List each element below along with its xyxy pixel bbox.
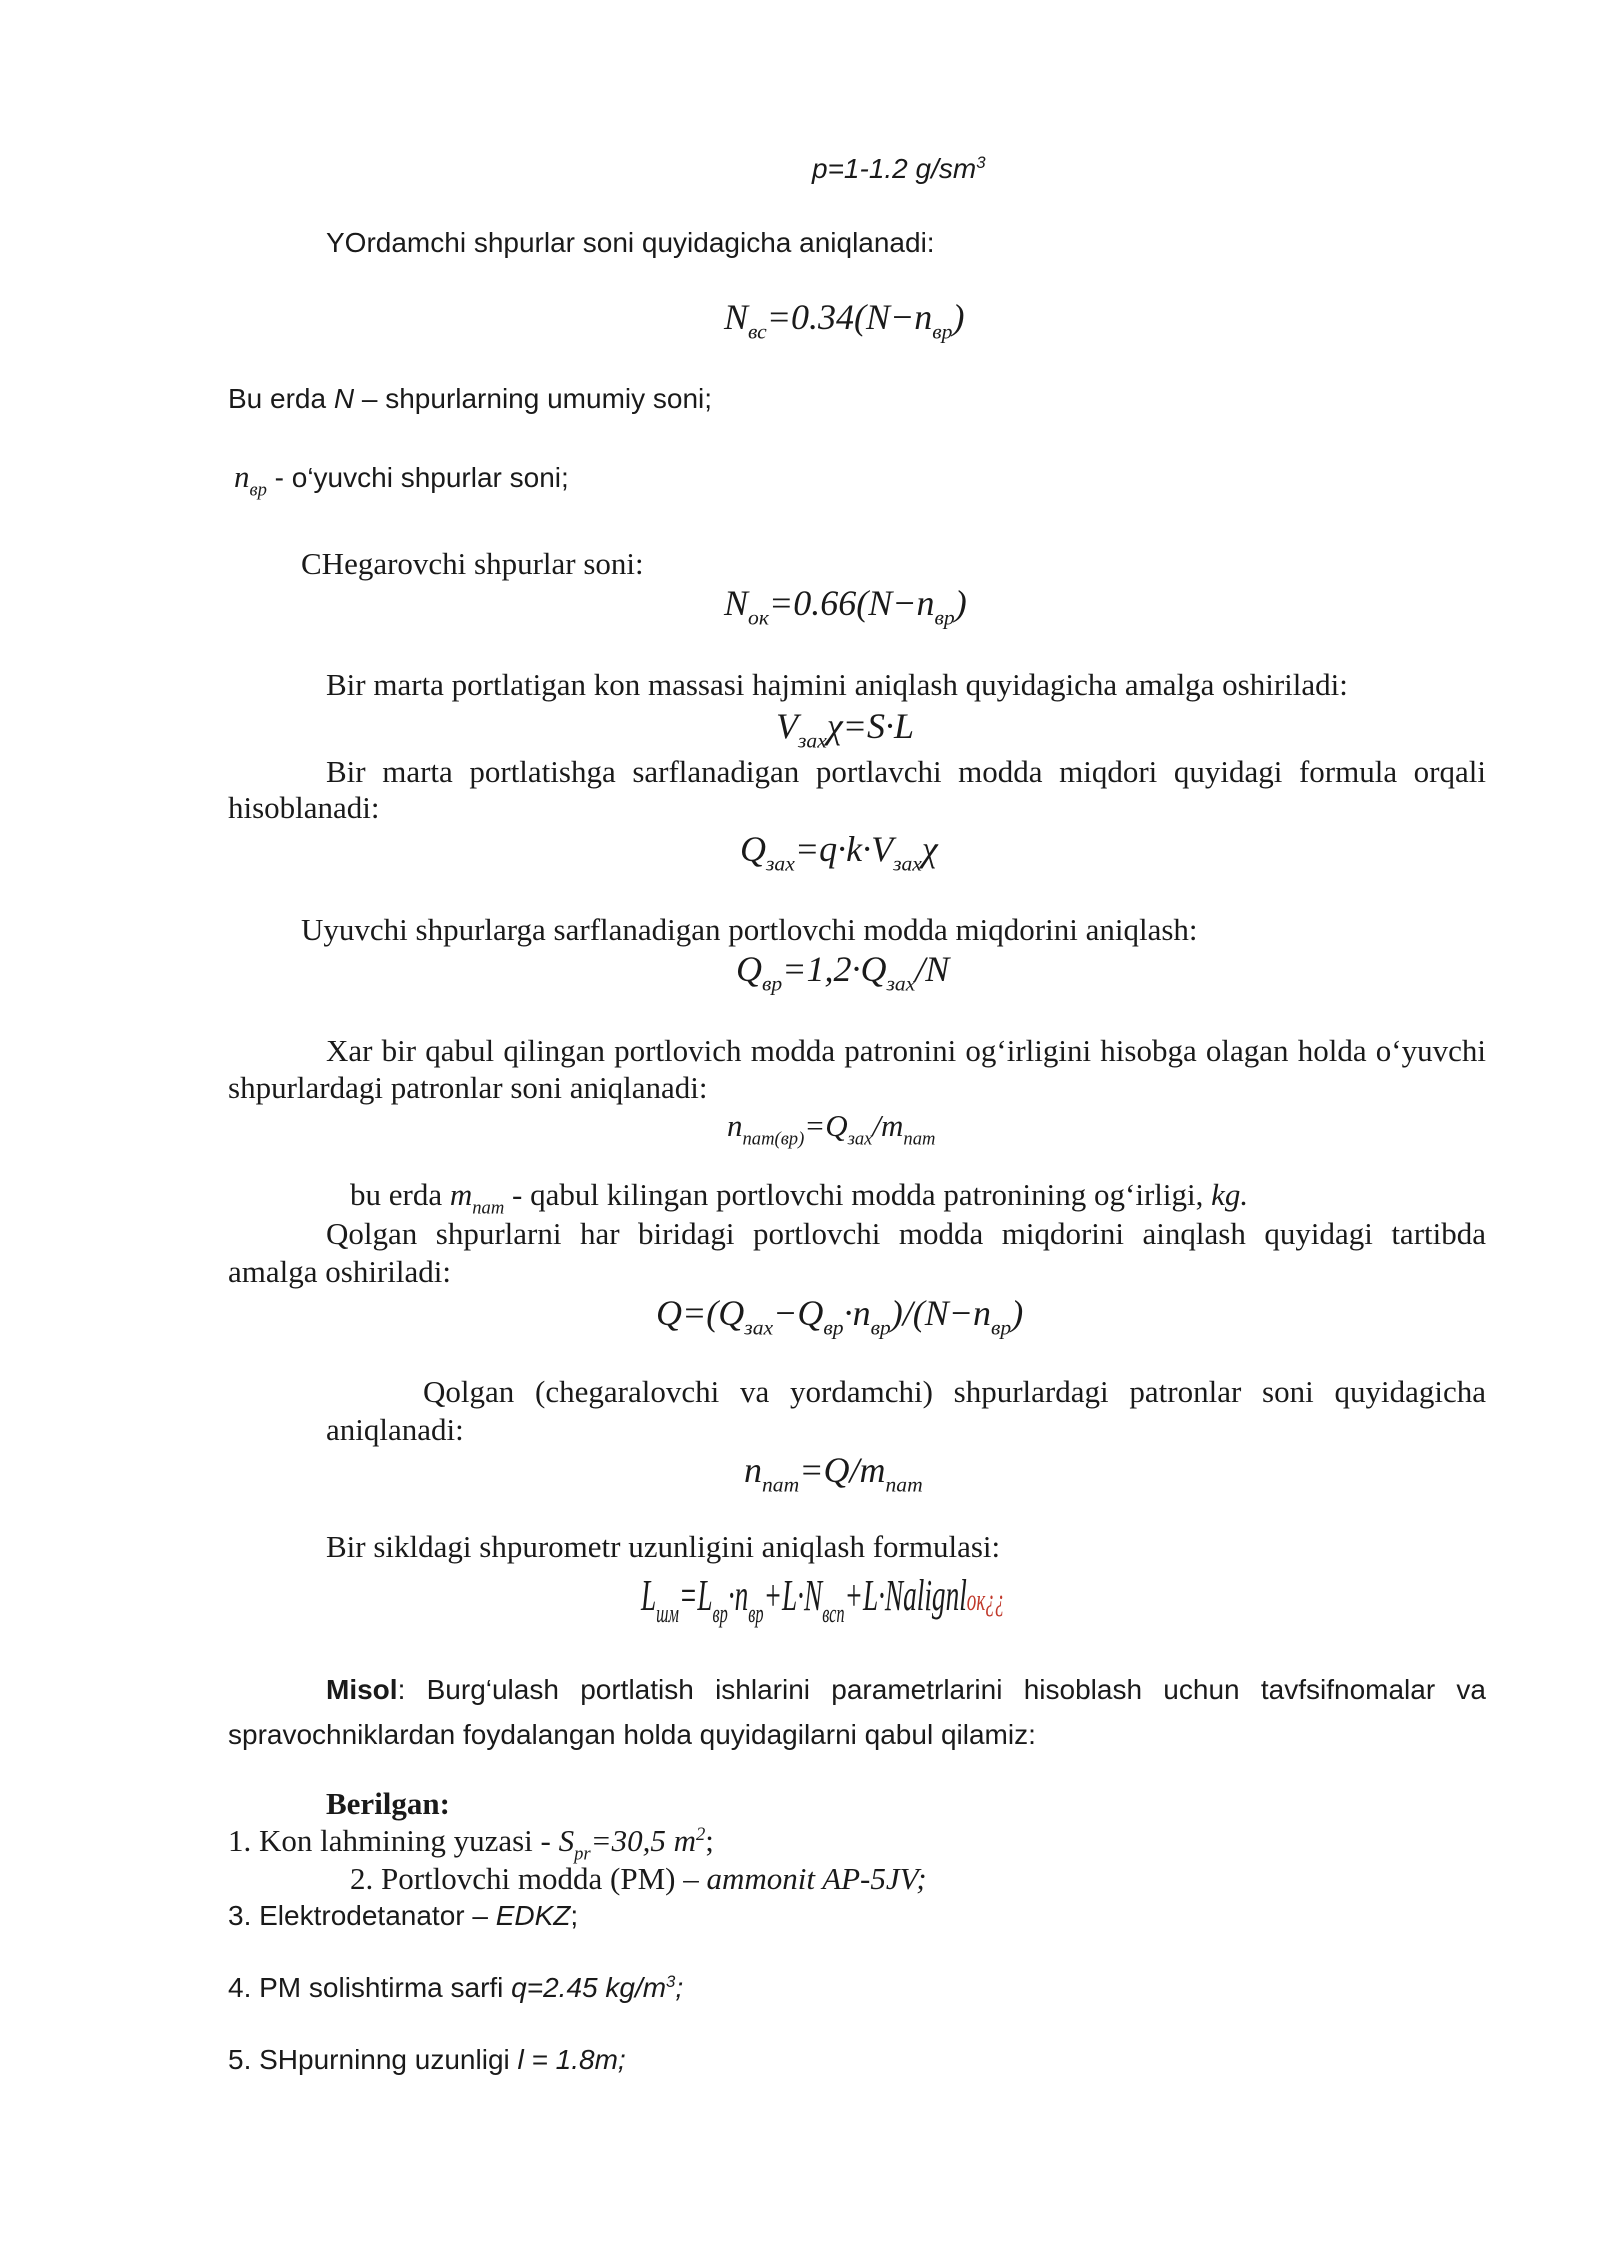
cartridges-paragraph: Xar bir qabul qilingan portlovich modda patronini og‘irligini hisobga olagan holda o‘yuvchi shpurlardagi patronlar soni aniqlanadi: <box>228 1033 1486 1105</box>
formula-cut-cartridges: $n_{пат(вр)}=Q_{зах}/m_{пат}$ <box>727 1108 936 1150</box>
given-item-4: 4. PM solishtirma sarfi q=2.45 $kg/m^3$; <box>228 1971 684 2003</box>
charge-total-paragraph: Bir marta portlatishga sarflanadigan portlavchi modda miqdori quyidagi formula orqali hisoblanadi: <box>228 754 1486 825</box>
n-cut-symbol: $n_{вр}$ <box>234 459 267 501</box>
formula-remaining-charge: $Q=(Q_{зах}-Q_{вр}\cdot n_{вр})/(N-n_{вр})$ <box>656 1293 1024 1340</box>
given-item-3: 3. Elektrodetanator – EDKZ; <box>228 1900 579 1931</box>
where-n-line: Bu erda N – shpurlarning umumiy soni; <box>228 383 713 414</box>
density-line: p=1-1.2 $g/sm^3$ <box>812 152 986 184</box>
example-paragraph: Misol: Burg‘ulash portlatish ishlarini parametrlarini hisoblash uchun tavfsifnomalar va spravochniklardan foydalangan holda quyidagilarni qabul qilamiz: <box>228 1674 1486 1750</box>
cut-charge-heading: Uyuvchi shpurlarga sarflanadigan portlovchi modda miqdorini aniqlash: <box>301 912 1198 947</box>
cartridge-mass-note: bu erda $m_{пат}$ - qabul kilingan portlovchi modda patronining og‘irligi, kg. <box>350 1177 1249 1219</box>
formula-contour-holes: $N_{ок}=0.66(N-n_{вр})$ <box>724 583 967 630</box>
contour-holes-heading: CHegarovchi shpurlar soni: <box>301 546 644 581</box>
formula-auxiliary-holes: $N_{вс}=0.34(N-n_{вр})$ <box>724 297 965 344</box>
given-item-5: 5. SHpurninng uzunligi l = 1.8m; <box>228 2044 626 2075</box>
formula-cut-charge: $Q_{вр}=1,2\cdot Q_{зах}/N$ <box>736 949 950 996</box>
given-heading: Berilgan: <box>326 1786 450 1821</box>
cut-holes-definition: $n_{вр}$ - o‘yuvchi shpurlar soni; <box>234 459 569 501</box>
formula-hole-meters: $L_{шм}=L_{вр}\cdot n_{вр}+L\cdot N_{всп}+L\cdot Nalignlок¿¿$ <box>641 1571 1005 1628</box>
remaining-charge-paragraph: Qolgan shpurlarni har biridagi portlovchi modda miqdorini ainqlash quyidagi tartibda amalga oshiriladi: <box>228 1216 1486 1289</box>
formula-volume: $V_{зах}\chi=S\cdot L$ <box>776 706 914 753</box>
m-cartridge-symbol: $m_{пат}$ <box>449 1177 505 1219</box>
aux-holes-heading: YOrdamchi shpurlar soni quyidagicha aniqlanadi: <box>326 227 935 258</box>
given-item-2: 2. Portlovchi modda (PM) – ammonit AP-5JV; <box>350 1861 927 1896</box>
remaining-cartridges-paragraph: Qolgan (chegaralovchi va yordamchi) shpurlardagi patronlar soni quyidagicha aniqlanadi: <box>326 1374 1486 1447</box>
given-item-1: 1. Kon lahmining yuzasi - $S_{pr}=30,5$ $m^2$; <box>228 1823 714 1865</box>
formula-remaining-cartridges: $n_{пат}=Q/m_{пат}$ <box>744 1450 923 1497</box>
formula-total-charge: $Q_{зах}=q\cdot k\cdot V_{зах}\chi$ <box>740 829 938 876</box>
volume-heading: Bir marta portlatigan kon massasi hajmini aniqlash quyidagicha amalga oshiriladi: <box>326 667 1348 702</box>
meter-heading: Bir sikldagi shpurometr uzunligini aniqlash formulasi: <box>326 1529 1001 1564</box>
